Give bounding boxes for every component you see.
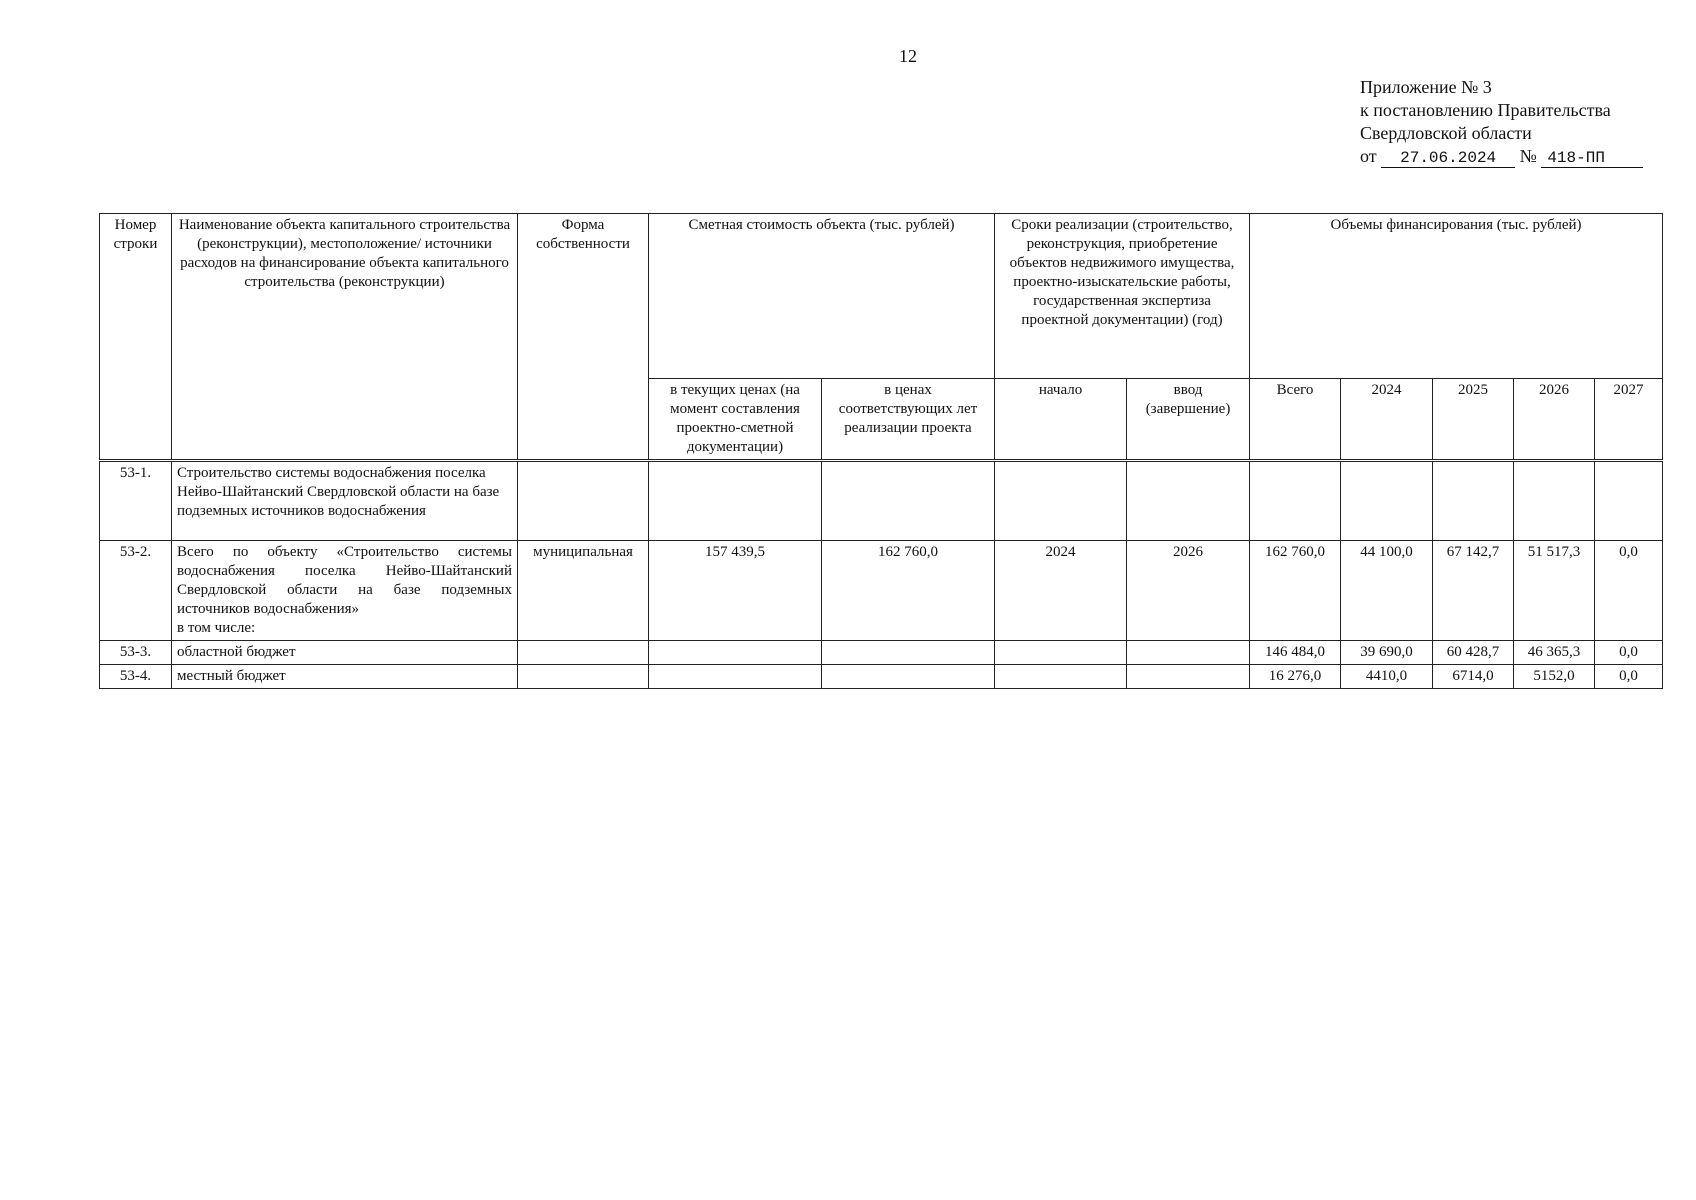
header-object-name: Наименование объекта капитального строительства (реконструкции), местоположение/ источники расходов на финансирование объекта капитального строительства (реконструкции) — [172, 214, 518, 461]
row-cost-years: 162 760,0 — [822, 541, 995, 641]
header-implementation-period: Сроки реализации (строительство, реконструкция, приобретение объектов недвижимого имущества, проектно-изыскательские работы, государственная экспертиза проектной документации) (год) — [995, 214, 1250, 379]
resolution-number: 418-ПП — [1541, 149, 1643, 168]
row-2025: 60 428,7 — [1433, 641, 1514, 665]
row-finish — [1127, 665, 1250, 689]
row-object-name — [172, 541, 518, 641]
row-number: 53-3. — [100, 641, 172, 665]
row-2027: 0,0 — [1595, 541, 1663, 641]
table-row — [100, 641, 1663, 665]
table-row — [100, 665, 1663, 689]
from-label: от — [1360, 146, 1377, 166]
row-2025 — [1433, 461, 1514, 541]
row-object-name: местный бюджет — [172, 665, 518, 689]
row-cost-years — [822, 641, 995, 665]
header-ownership: Форма собственности — [518, 214, 649, 461]
row-2025: 6714,0 — [1433, 665, 1514, 689]
header-estimated-cost: Сметная стоимость объекта (тыс. рублей) — [649, 214, 995, 379]
table-row — [100, 541, 1663, 641]
number-label: № — [1519, 146, 1537, 166]
row-2026 — [1514, 461, 1595, 541]
resolution-date: 27.06.2024 — [1381, 149, 1515, 168]
appendix-date-line — [1360, 145, 1643, 168]
row-number: 53-4. — [100, 665, 172, 689]
row-cost-years — [822, 665, 995, 689]
appendix-title: Приложение № 3 — [1360, 77, 1492, 97]
header-year-2024: 2024 — [1341, 379, 1433, 461]
row-object-name-note: в том числе: — [177, 620, 256, 636]
row-cost-current — [649, 641, 822, 665]
row-2026: 46 365,3 — [1514, 641, 1595, 665]
row-2027 — [1595, 461, 1663, 541]
row-2026: 5152,0 — [1514, 665, 1595, 689]
row-2024: 39 690,0 — [1341, 641, 1433, 665]
appendix-resolution: к постановлению Правительства — [1360, 100, 1611, 120]
header-row-number: Номер строки — [100, 214, 172, 461]
row-number: 53-1. — [100, 461, 172, 541]
table-row — [100, 461, 1663, 541]
row-object-name: Строительство системы водоснабжения поселка Нейво-Шайтанский Свердловской области на базе подземных источников водоснабжения — [172, 461, 518, 541]
row-finish: 2026 — [1127, 541, 1250, 641]
header-cost-years: в ценах соответствующих лет реализации проекта — [822, 379, 995, 461]
header-cost-current: в текущих ценах (на момент составления проектно-сметной документации) — [649, 379, 822, 461]
row-number: 53-2. — [100, 541, 172, 641]
row-start — [995, 461, 1127, 541]
header-year-2026: 2026 — [1514, 379, 1595, 461]
header-start: начало — [995, 379, 1127, 461]
row-cost-current: 157 439,5 — [649, 541, 822, 641]
row-total — [1250, 461, 1341, 541]
row-ownership — [518, 665, 649, 689]
row-2027: 0,0 — [1595, 665, 1663, 689]
row-total: 162 760,0 — [1250, 541, 1341, 641]
row-ownership — [518, 461, 649, 541]
row-start: 2024 — [995, 541, 1127, 641]
row-finish — [1127, 641, 1250, 665]
financing-table — [99, 213, 1663, 689]
header-finish: ввод (завершение) — [1127, 379, 1250, 461]
row-2024: 44 100,0 — [1341, 541, 1433, 641]
row-start — [995, 665, 1127, 689]
row-cost-current — [649, 665, 822, 689]
row-2024: 4410,0 — [1341, 665, 1433, 689]
header-year-2025: 2025 — [1433, 379, 1514, 461]
row-2027: 0,0 — [1595, 641, 1663, 665]
row-ownership — [518, 641, 649, 665]
row-total: 146 484,0 — [1250, 641, 1341, 665]
page-number: 12 — [899, 46, 917, 66]
row-cost-current — [649, 461, 822, 541]
appendix-block — [1360, 76, 1643, 168]
row-2024 — [1341, 461, 1433, 541]
row-object-name: областной бюджет — [172, 641, 518, 665]
row-object-name-text: Всего по объекту «Строительство системы водоснабжения поселка Нейво-Шайтанский Свердловской области на базе подземных источников водоснабжения» — [177, 544, 512, 617]
header-total: Всего — [1250, 379, 1341, 461]
row-2025: 67 142,7 — [1433, 541, 1514, 641]
appendix-region: Свердловской области — [1360, 123, 1532, 143]
row-start — [995, 641, 1127, 665]
row-cost-years — [822, 461, 995, 541]
row-2026: 51 517,3 — [1514, 541, 1595, 641]
row-total: 16 276,0 — [1250, 665, 1341, 689]
row-ownership: муниципальная — [518, 541, 649, 641]
header-financing: Объемы финансирования (тыс. рублей) — [1250, 214, 1663, 379]
header-year-2027: 2027 — [1595, 379, 1663, 461]
row-finish — [1127, 461, 1250, 541]
